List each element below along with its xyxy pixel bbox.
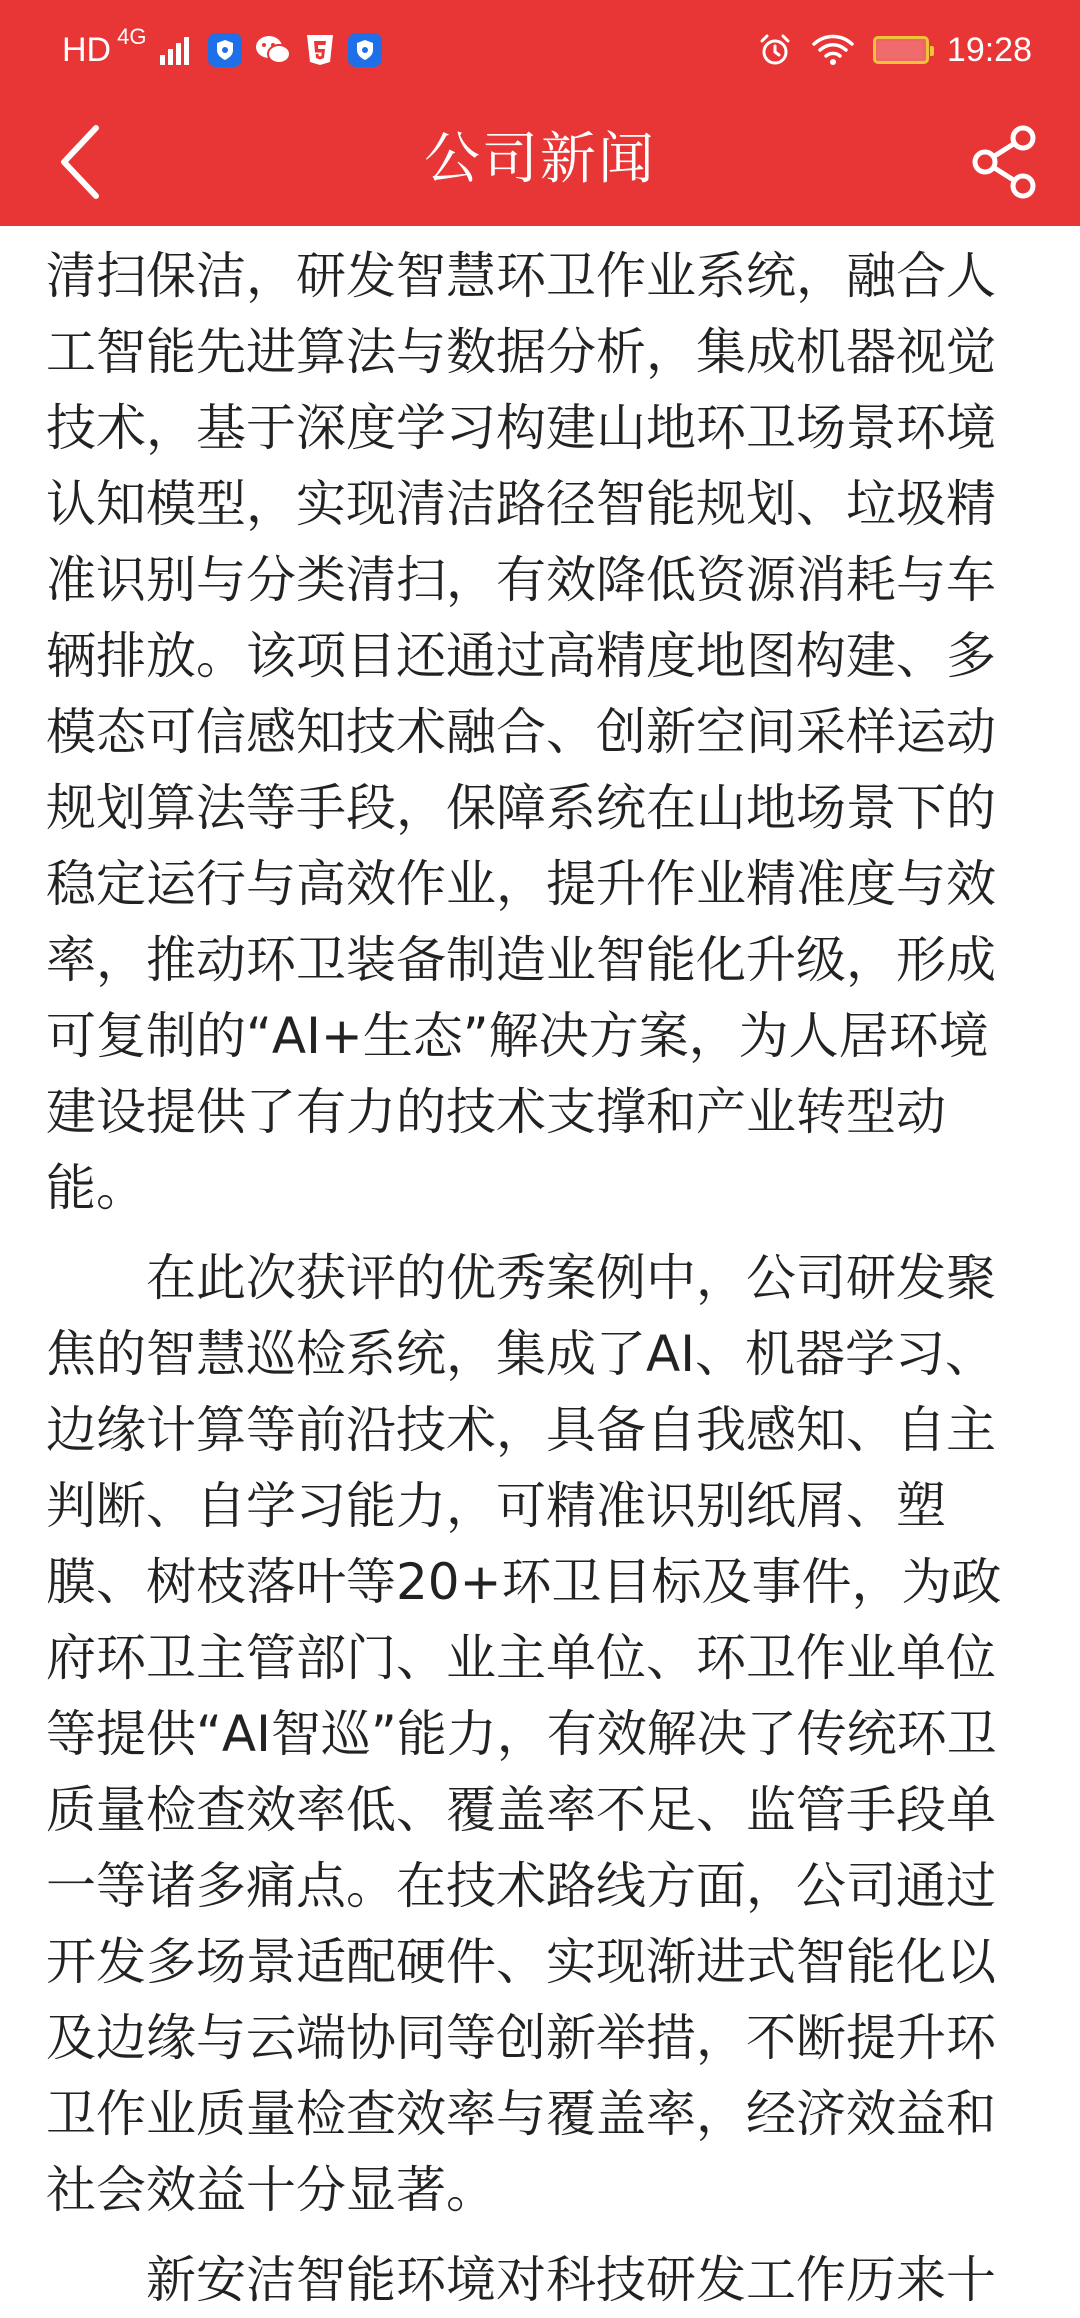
battery-icon: [873, 36, 929, 64]
app-header: [0, 0, 1080, 226]
clock-label: 19:28: [946, 30, 1032, 69]
wifi-icon: [811, 33, 855, 67]
shield-app-icon: [348, 33, 382, 67]
article-paragraph: 在此次获评的优秀案例中，公司研发聚焦的智慧巡检系统，集成了AI、机器学习、边缘计算等前沿技术，具备自我感知、自主判断、自学习能力，可精准识别纸屑、塑膜、树枝落叶等20+环卫目标及事件，为政府环卫主管部门、业主单位、环卫作业单位等提供“AI智巡”能力，有效解决了传统环卫质量检查效率低、覆盖率不足、监管手段单一等诸多痛点。在技术路线方面，公司通过开发多场景适配硬件、实现渐进式智能化以及边缘与云端协同等创新举措，不断提升环卫作业质量检查效率与覆盖率，经济效益和社会效益十分显著。: [46, 1249, 1002, 2219]
network-type-label: 4G: [117, 24, 147, 49]
html5-icon: [304, 33, 336, 67]
share-button[interactable]: [956, 114, 1052, 210]
status-bar-right: [757, 24, 1032, 76]
alarm-icon: [757, 32, 793, 68]
signal-icon: [158, 33, 196, 67]
status-bar: [0, 0, 1080, 100]
article-paragraph: 新安洁智能环境对科技研发工作历来十: [146, 2251, 996, 2309]
nav-bar: [0, 100, 1080, 226]
article-paragraph: 清扫保洁，研发智慧环卫作业系统，融合人工智能先进算法与数据分析，集成机器视觉技术，基于深度学习构建山地环卫场景环境认知模型，实现清洁路径智能规划、垃圾精准识别与分类清扫，有效降低资源消耗与车辆排放。该项目还通过高精度地图构建、多模态可信感知技术融合、创新空间采样运动规划算法等手段，保障系统在山地场景下的稳定运行与高效作业，提升作业精准度与效率，推动环卫装备制造业智能化升级，形成可复制的“AI+生态”解决方案，为人居环境建设提供了有力的技术支撑和产业转型动能。: [46, 247, 996, 1217]
status-bar-left: [62, 24, 382, 76]
share-icon: [969, 124, 1039, 200]
article-body: [46, 226, 1036, 2318]
shield-app-icon: [208, 33, 242, 67]
carrier-label: HD: [62, 30, 112, 69]
wechat-icon: [254, 33, 292, 67]
page-title: 公司新闻: [424, 127, 656, 192]
